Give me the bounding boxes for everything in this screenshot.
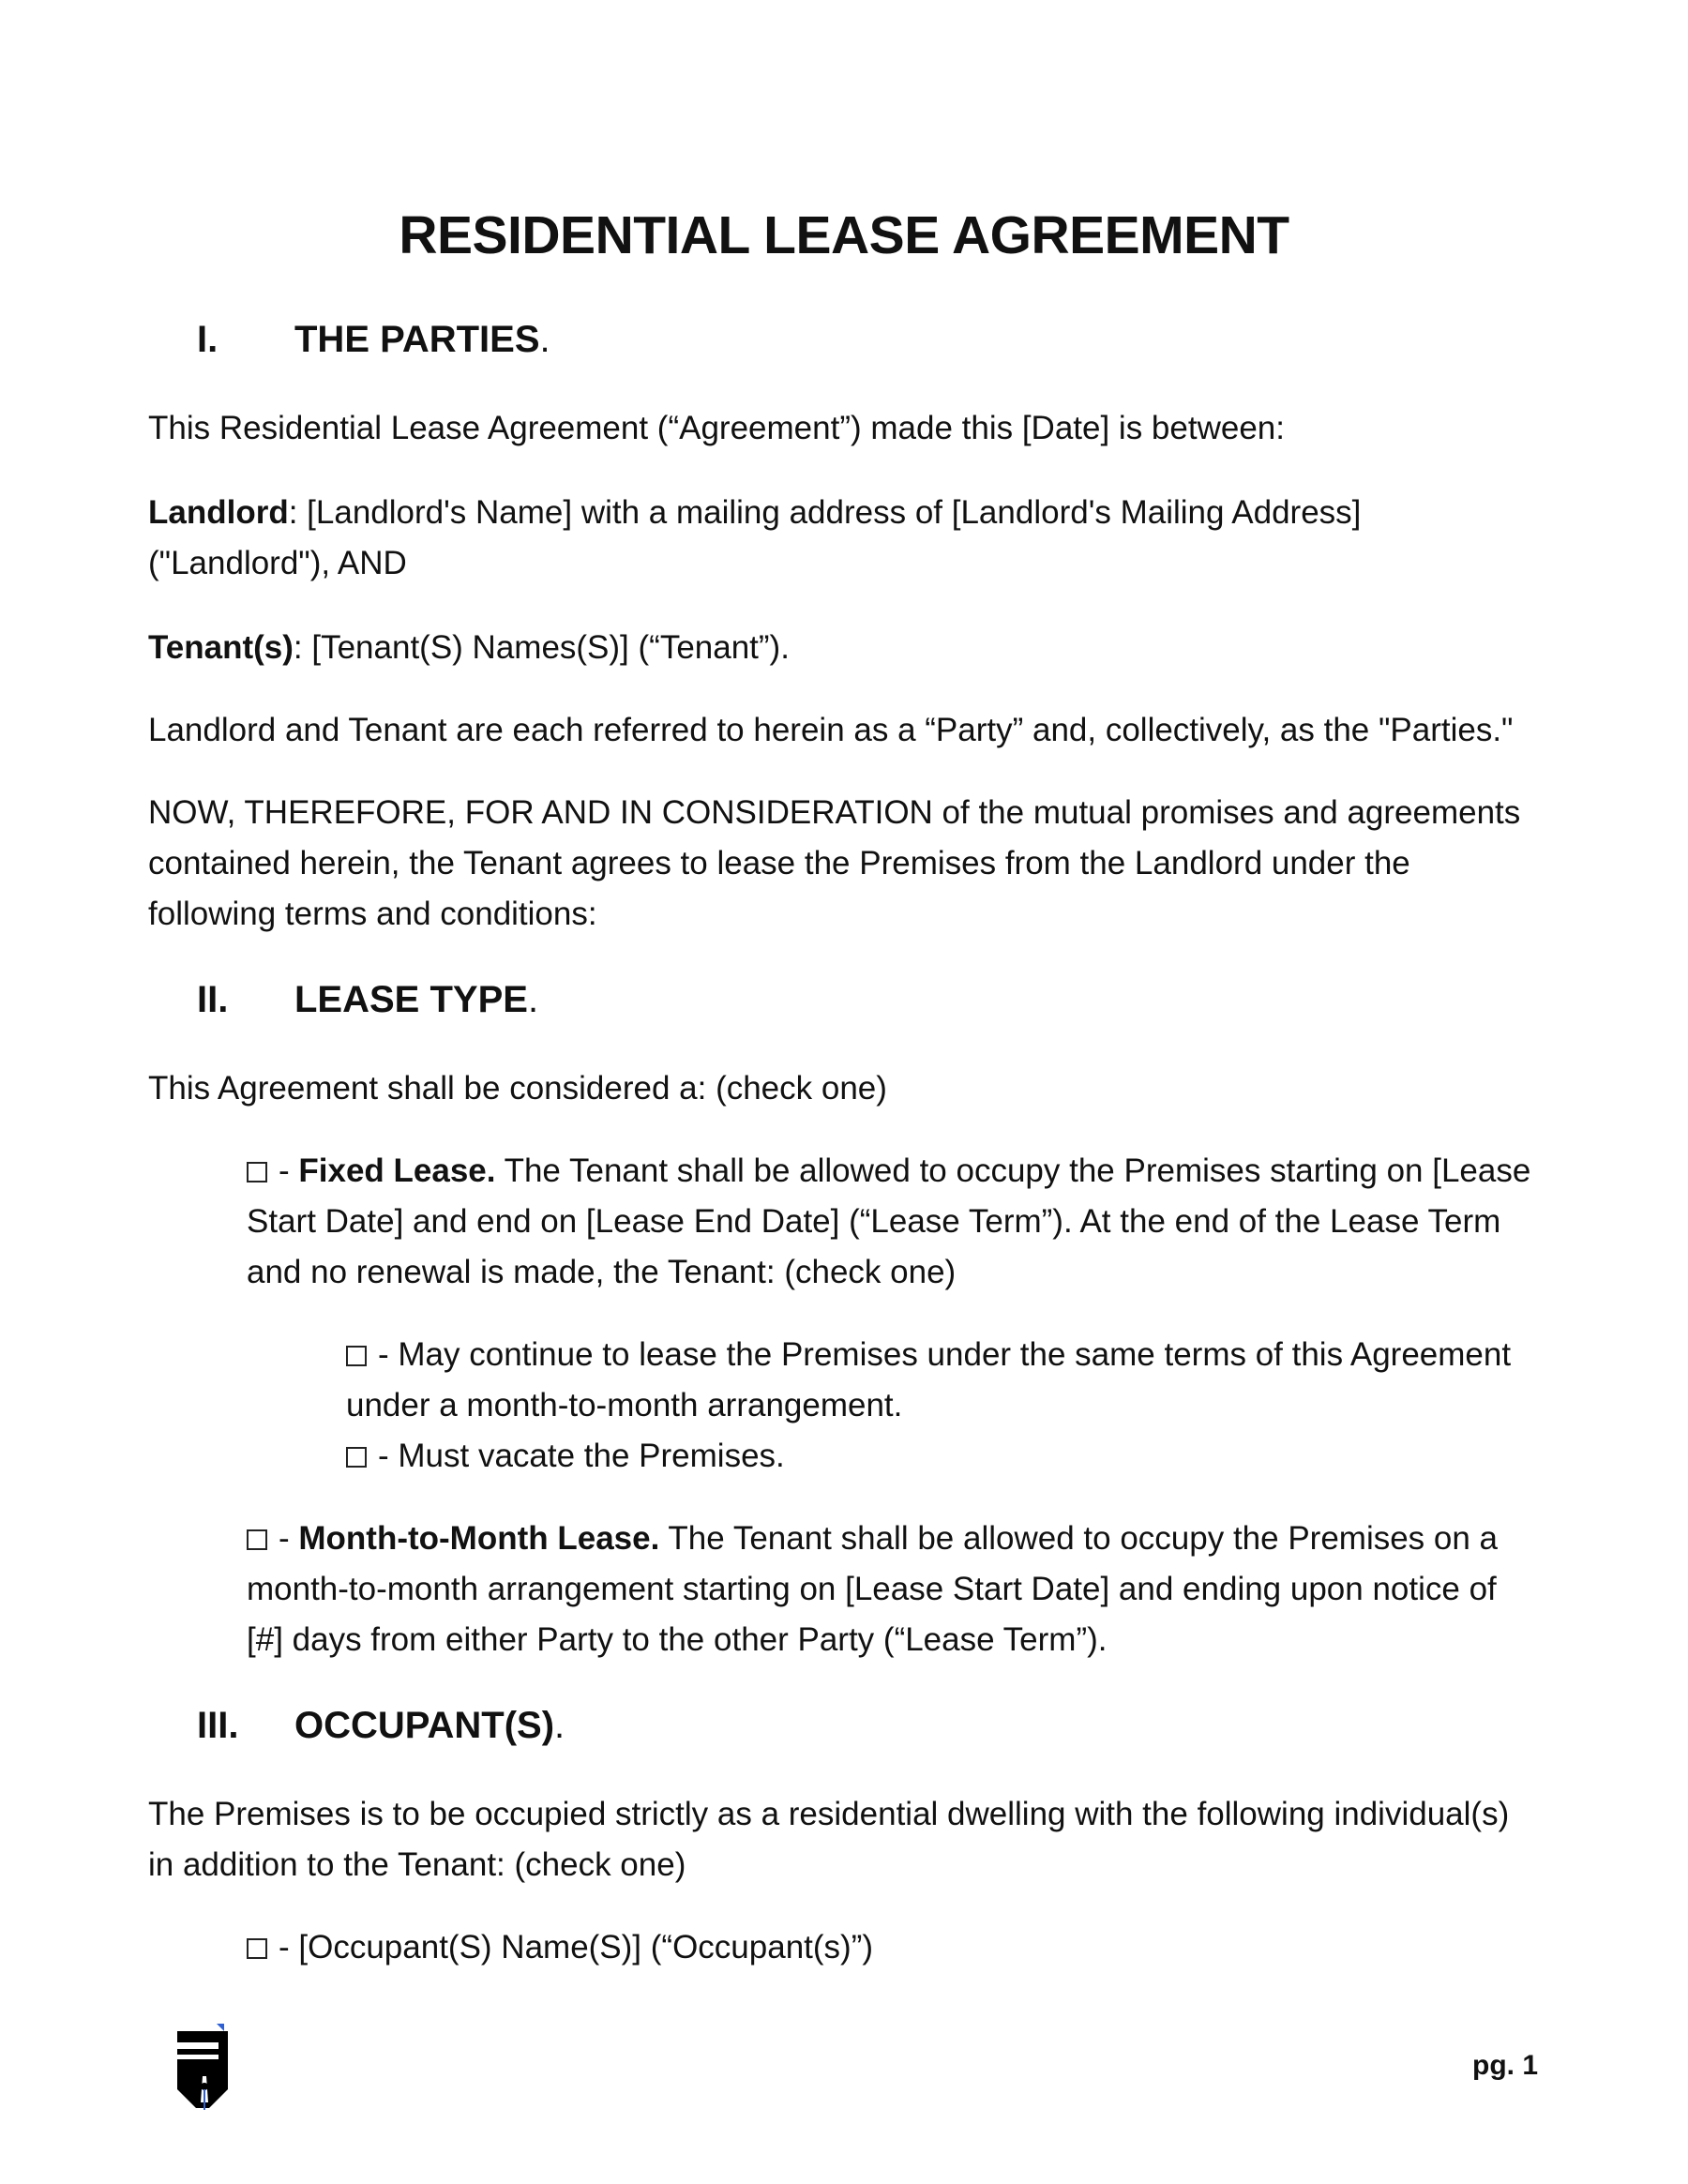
section-number: III. xyxy=(197,1705,239,1746)
section-number: I. xyxy=(197,319,219,360)
section-heading-parties: I. THE PARTIES. xyxy=(197,319,550,360)
checkbox-icon[interactable] xyxy=(346,1346,367,1366)
month-to-month-option: - Month-to-Month Lease. The Tenant shall be allowed to occupy the Premises on a month-to-month arrangement starting on [Lease Start Date] and ending upon notice of [#] days from either Party to the other Party (“Lease Term”). xyxy=(247,1520,1499,1658)
pen-nib-logo-icon xyxy=(172,2024,237,2112)
month-to-month-label: Month-to-Month Lease. xyxy=(298,1520,660,1557)
checkbox-icon[interactable] xyxy=(247,1162,267,1182)
section-title: THE PARTIES xyxy=(294,319,540,360)
section-title: OCCUPANT(S) xyxy=(294,1705,555,1746)
tenant-label: Tenant(s) xyxy=(148,629,294,666)
landlord-label: Landlord xyxy=(148,494,289,531)
tenant-clause: Tenant(s): [Tenant(S) Names(S)] (“Tenant”). xyxy=(148,629,790,666)
section-heading-occupants: III. OCCUPANT(S). xyxy=(197,1705,565,1746)
checkbox-icon[interactable] xyxy=(346,1447,367,1468)
section-number: II. xyxy=(197,979,229,1020)
section-title: LEASE TYPE xyxy=(294,979,528,1020)
checkbox-icon[interactable] xyxy=(247,1938,267,1959)
page-number: pg. 1 xyxy=(1472,2050,1539,2081)
collective-clause: Landlord and Tenant are each referred to herein as a “Party” and, collectively, as the "Parties." xyxy=(148,712,1514,748)
parties-intro: This Residential Lease Agreement (“Agreement”) made this [Date] is between: xyxy=(148,410,1285,446)
fixed-lease-option: - Fixed Lease. The Tenant shall be allowed to occupy the Premises starting on [Lease Start Date] and end on [Lease End Date] (“Lease Term”). At the end of the Lease Term and no renewal is made, the Tenant: (check one) xyxy=(247,1152,1531,1290)
occupants-intro: The Premises is to be occupied strictly as a residential dwelling with the following individual(s) in addition to the Tenant: (check one) xyxy=(148,1796,1510,1883)
fixed-suboption-continue: - May continue to lease the Premises under the same terms of this Agreement under a month-to-month arrangement. xyxy=(346,1336,1512,1423)
fixed-suboption-vacate: - Must vacate the Premises. xyxy=(346,1431,785,1482)
occupant-option: - [Occupant(S) Name(S)] (“Occupant(s)”) xyxy=(247,1922,873,1973)
consideration-clause: NOW, THEREFORE, FOR AND IN CONSIDERATION of the mutual promises and agreements contained herein, the Tenant agrees to lease the Premises from the Landlord under the following terms and conditions: xyxy=(148,794,1521,932)
section-heading-lease-type: II. LEASE TYPE. xyxy=(197,979,539,1020)
lease-type-intro: This Agreement shall be considered a: (check one) xyxy=(148,1070,887,1107)
fixed-lease-label: Fixed Lease. xyxy=(298,1152,496,1189)
checkbox-icon[interactable] xyxy=(247,1529,267,1550)
document-title: RESIDENTIAL LEASE AGREEMENT xyxy=(399,205,1289,265)
landlord-clause: Landlord: [Landlord's Name] with a mailing address of [Landlord's Mailing Address] ("Landlord"), AND xyxy=(148,494,1362,581)
